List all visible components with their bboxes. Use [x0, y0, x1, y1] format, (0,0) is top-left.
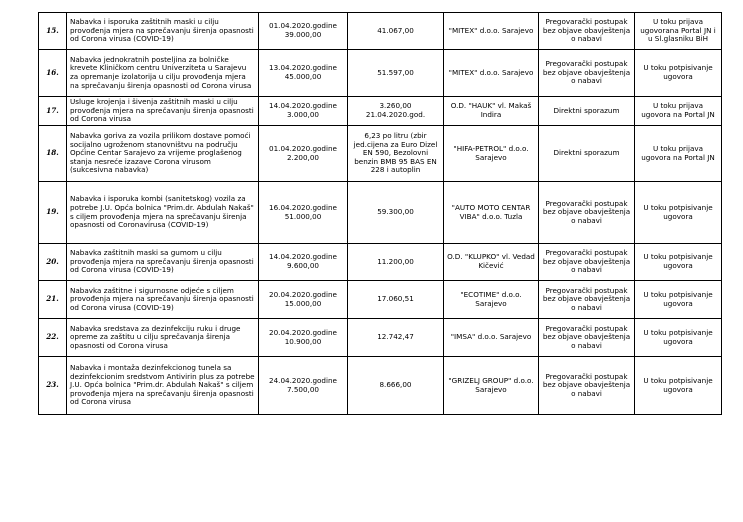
contract-status: U toku potpisivanje ugovora	[635, 50, 722, 97]
table-row	[39, 281, 722, 319]
contract-value-cell	[348, 357, 444, 415]
row-number: 16.	[39, 50, 67, 97]
procedure-type: Pregovarački postupak bez objave obavještenja o nabavi	[539, 281, 635, 319]
supplier-name: "MITEX" d.o.o. Sarajevo	[444, 13, 539, 50]
procedure-type: Pregovarački postupak bez objave obavještenja o nabavi	[539, 182, 635, 244]
contract-date: 14.04.2020.godine	[269, 252, 337, 262]
contract-value-cell	[348, 97, 444, 126]
estimated-value: 3.000,00	[286, 110, 319, 119]
contract-value-cell	[348, 281, 444, 319]
date-cell	[259, 182, 348, 244]
contract-status: U toku potpisivanje ugovora	[635, 281, 722, 319]
table-row	[39, 97, 722, 126]
procurement-description: Usluge krojenja i šivenja zaštitnih maski u cilju provođenja mjera na sprečavanju širenja opasnosti od Corona virusa	[67, 97, 259, 126]
contract-value-cell	[348, 13, 444, 50]
date-cell	[259, 244, 348, 281]
contract-value: 41.067,00	[377, 25, 414, 35]
supplier-name: "IMSA" d.o.o. Sarajevo	[444, 319, 539, 357]
date-cell	[259, 97, 348, 126]
supplier-name: O.D. "KLUPKO" vl. Vedad Kičević	[444, 244, 539, 281]
estimated-value: 39.000,00	[284, 30, 322, 39]
procurement-description: Nabavka jednokratnih posteljina za bolničke krevete Kliničkom centru Univerziteta u Sarajevu za opremanje izolatorija u cilju provođenja mjera na sprečavanju širenja opasnosti od Corona virusa	[67, 50, 259, 97]
date-cell	[259, 126, 348, 182]
procedure-type: Direktni sporazum	[539, 97, 635, 126]
contract-value-cell	[348, 50, 444, 97]
table-row	[39, 50, 722, 97]
table-row	[39, 319, 722, 357]
contract-status: U toku potpisivanje ugovora	[635, 182, 722, 244]
supplier-name: "ECOTIME" d.o.o. Sarajevo	[444, 281, 539, 319]
contract-status: U toku prijava ugovorana Portal JN i u Sl.glasniku BiH	[635, 13, 722, 50]
procurement-description: Nabavka i montaža dezinfekcionog tunela sa dezinfekcionim sredstvom Antivirin plus za potrebe J.U. Opća bolnica "Prim.dr. Abdulah Nakaš" s ciljem provođenja mjera na sprečavanju širenja opasnosti od Corona virusa	[67, 357, 259, 415]
row-number: 21.	[39, 281, 67, 319]
procedure-type: Pregovarački postupak bez objave obavještenja o nabavi	[539, 50, 635, 97]
supplier-name: "HIFA-PETROL" d.o.o. Sarajevo	[444, 126, 539, 182]
procurement-table	[38, 12, 722, 415]
contract-status: U toku potpisivanje ugovora	[635, 244, 722, 281]
contract-value-cell	[348, 319, 444, 357]
contract-date: 13.04.2020.godine	[269, 63, 337, 73]
estimated-value: 7.500,00	[286, 384, 319, 394]
table-row	[39, 182, 722, 244]
contract-date: 14.04.2020.godine	[269, 101, 337, 111]
row-number: 20.	[39, 244, 67, 281]
row-number: 23.	[39, 357, 67, 415]
supplier-name: O.D. "HAUK" vl. Makaš Indira	[444, 97, 539, 126]
date-cell	[259, 357, 348, 415]
supplier-name: "GRIZELJ GROUP" d.o.o. Sarajevo	[444, 357, 539, 415]
procurement-description: Nabavka i isporuka kombi (sanitetskog) vozila za potrebe J.U. Opća bolnica "Prim.dr. Abdulah Nakaš" s ciljem provođenja mjera na sprečavanju širenja opasnosti od Coronavirusa (COVID-19)	[67, 182, 259, 244]
contract-value: 12.742,47	[377, 332, 414, 342]
contract-status: U toku potpisivanje ugovora	[635, 319, 722, 357]
contract-value: 11.200,00	[377, 256, 414, 266]
estimated-value: 10.900,00	[284, 336, 322, 346]
row-number: 22.	[39, 319, 67, 357]
table-row	[39, 13, 722, 50]
contract-value: 6,23 po litru (zbir jed.cijena za Euro Dizel EN 590, Bezolovni benzin BMB 95 BAS EN 228 i autoplin	[353, 131, 438, 175]
estimated-value: 9.600,00	[286, 261, 319, 270]
contract-status: U toku prijava ugovora na Portal JN	[635, 97, 722, 126]
table-row	[39, 244, 722, 281]
contract-status: U toku prijava ugovora na Portal JN	[635, 126, 722, 182]
contract-value: 59.300,00	[377, 207, 414, 217]
row-number: 17.	[39, 97, 67, 126]
contract-value-cell	[348, 182, 444, 244]
supplier-name: "AUTO MOTO CENTAR VIBA" d.o.o. Tuzla	[444, 182, 539, 244]
estimated-value: 51.000,00	[284, 211, 322, 221]
procedure-type: Pregovarački postupak bez objave obavještenja o nabavi	[539, 319, 635, 357]
contract-date: 01.04.2020.godine	[269, 143, 337, 153]
estimated-value: 15.000,00	[284, 298, 322, 308]
contract-value-cell	[348, 126, 444, 182]
supplier-name: "MITEX" d.o.o. Sarajevo	[444, 50, 539, 97]
procurement-description: Nabavka sredstava za dezinfekciju ruku i druge opreme za zaštitu u cilju sprečavanja širenja opasnosti od Corona virusa	[67, 319, 259, 357]
row-number: 19.	[39, 182, 67, 244]
contract-value: 3.260,00	[379, 101, 412, 111]
contract-value: 8.666,00	[379, 380, 412, 390]
contract-value-date: 21.04.2020.god.	[365, 110, 426, 119]
date-cell	[259, 281, 348, 319]
procedure-type: Pregovarački postupak bez objave obavještenja o nabavi	[539, 357, 635, 415]
procedure-type: Direktni sporazum	[539, 126, 635, 182]
contract-date: 24.04.2020.godine	[269, 375, 337, 385]
date-cell	[259, 50, 348, 97]
table-row	[39, 357, 722, 415]
contract-date: 16.04.2020.godine	[269, 202, 337, 212]
procedure-type: Pregovarački postupak bez objave obavještenja o nabavi	[539, 13, 635, 50]
contract-value: 51.597,00	[377, 67, 414, 77]
procurement-description: Nabavka i isporuka zaštitnih maski u cilju provođenja mjera na sprečavanju širenja opasnosti od Corona virusa (COVID-19)	[67, 13, 259, 50]
estimated-value: 2.200,00	[286, 152, 319, 162]
row-number: 15.	[39, 13, 67, 50]
contract-date: 20.04.2020.godine	[269, 289, 337, 299]
row-number: 18.	[39, 126, 67, 182]
contract-date: 20.04.2020.godine	[269, 327, 337, 337]
contract-value-cell	[348, 244, 444, 281]
procurement-description: Nabavka zaštitnih maski sa gumom u cilju provođenja mjera na sprečavanju širenja opasnosti od Corona virusa (COVID-19)	[67, 244, 259, 281]
contract-status: U toku potpisivanje ugovora	[635, 357, 722, 415]
date-cell	[259, 13, 348, 50]
contract-value: 17.060,51	[377, 294, 414, 304]
procurement-description: Nabavka goriva za vozila prilikom dostave pomoći socijalno ugroženom stanovništvu na području Općine Centar Sarajevo za vrijeme proglašenog stanja nesreće izazave Corona virusom (sukcesivna nabavka)	[67, 126, 259, 182]
estimated-value: 45.000,00	[284, 72, 322, 81]
procedure-type: Pregovarački postupak bez objave obavještenja o nabavi	[539, 244, 635, 281]
table-row	[39, 126, 722, 182]
procurement-description: Nabavka zaštitne i sigurnosne odjeće s ciljem provođenja mjera na sprečavanju širenja opasnosti od Corona virusa (COVID-19)	[67, 281, 259, 319]
contract-date: 01.04.2020.godine	[269, 21, 337, 31]
date-cell	[259, 319, 348, 357]
